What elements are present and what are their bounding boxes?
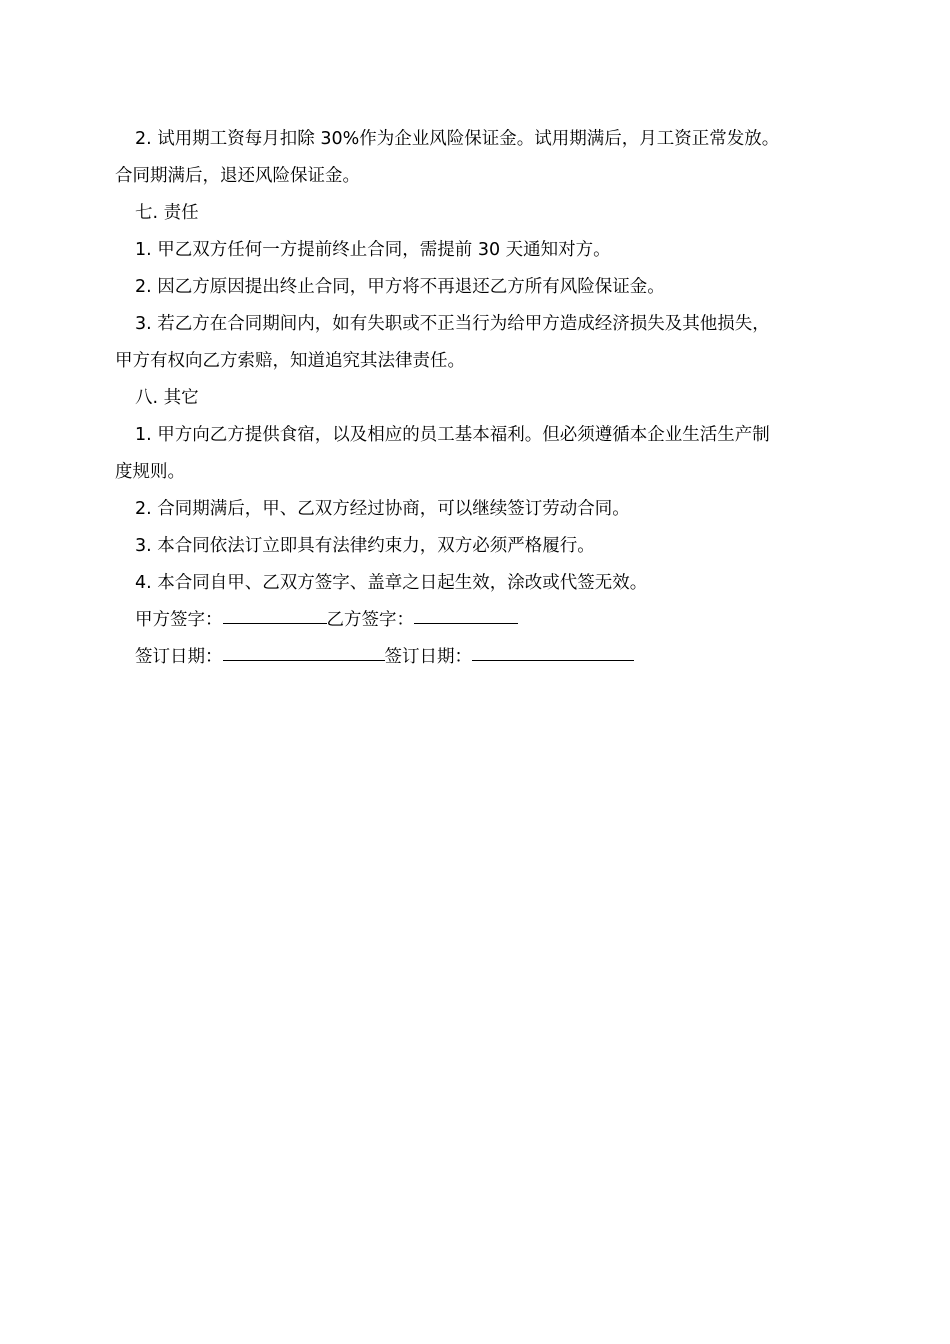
- party-a-date-blank: [223, 642, 385, 661]
- paragraph-probation-wage-line2: 合同期满后，退还风险保证金。: [115, 166, 360, 186]
- party-b-signature-blank: [414, 605, 518, 624]
- clause-8-1-line1: 1. 甲方向乙方提供食宿，以及相应的员工基本福利。但必须遵循本企业生活生产制: [135, 425, 770, 445]
- signature-row: [115, 602, 835, 639]
- section-heading-other: 八. 其它: [135, 388, 199, 408]
- clause-8-2: 2. 合同期满后，甲、乙双方经过协商，可以继续签订劳动合同。: [135, 499, 630, 519]
- document-body: [115, 121, 835, 676]
- party-b-date-label: 签订日期：: [384, 647, 472, 667]
- clause-8-1-line2: 度规则。: [115, 462, 185, 482]
- clause-7-1: 1. 甲乙双方任何一方提前终止合同，需提前 30 天通知对方。: [135, 240, 611, 260]
- party-a-signature-label: 甲方签字：: [135, 610, 223, 630]
- clause-7-3-line2: 甲方有权向乙方索赔，知道追究其法律责任。: [115, 351, 465, 371]
- clause-7-3-line1: 3. 若乙方在合同期间内，如有失职或不正当行为给甲方造成经济损失及其他损失，: [135, 314, 770, 334]
- date-row: [115, 639, 835, 676]
- section-heading-responsibility: 七. 责任: [135, 203, 199, 223]
- clause-8-3: 3. 本合同依法订立即具有法律约束力，双方必须严格履行。: [135, 536, 595, 556]
- clause-7-2: 2. 因乙方原因提出终止合同，甲方将不再退还乙方所有风险保证金。: [135, 277, 665, 297]
- party-b-signature-label: 乙方签字：: [326, 610, 414, 630]
- party-a-signature-blank: [223, 605, 327, 624]
- clause-8-4: 4. 本合同自甲、乙双方签字、盖章之日起生效，涂改或代签无效。: [135, 573, 648, 593]
- party-b-date-blank: [472, 642, 634, 661]
- paragraph-probation-wage-line1: 2. 试用期工资每月扣除 30%作为企业风险保证金。试用期满后，月工资正常发放。: [135, 129, 780, 149]
- party-a-date-label: 签订日期：: [135, 647, 223, 667]
